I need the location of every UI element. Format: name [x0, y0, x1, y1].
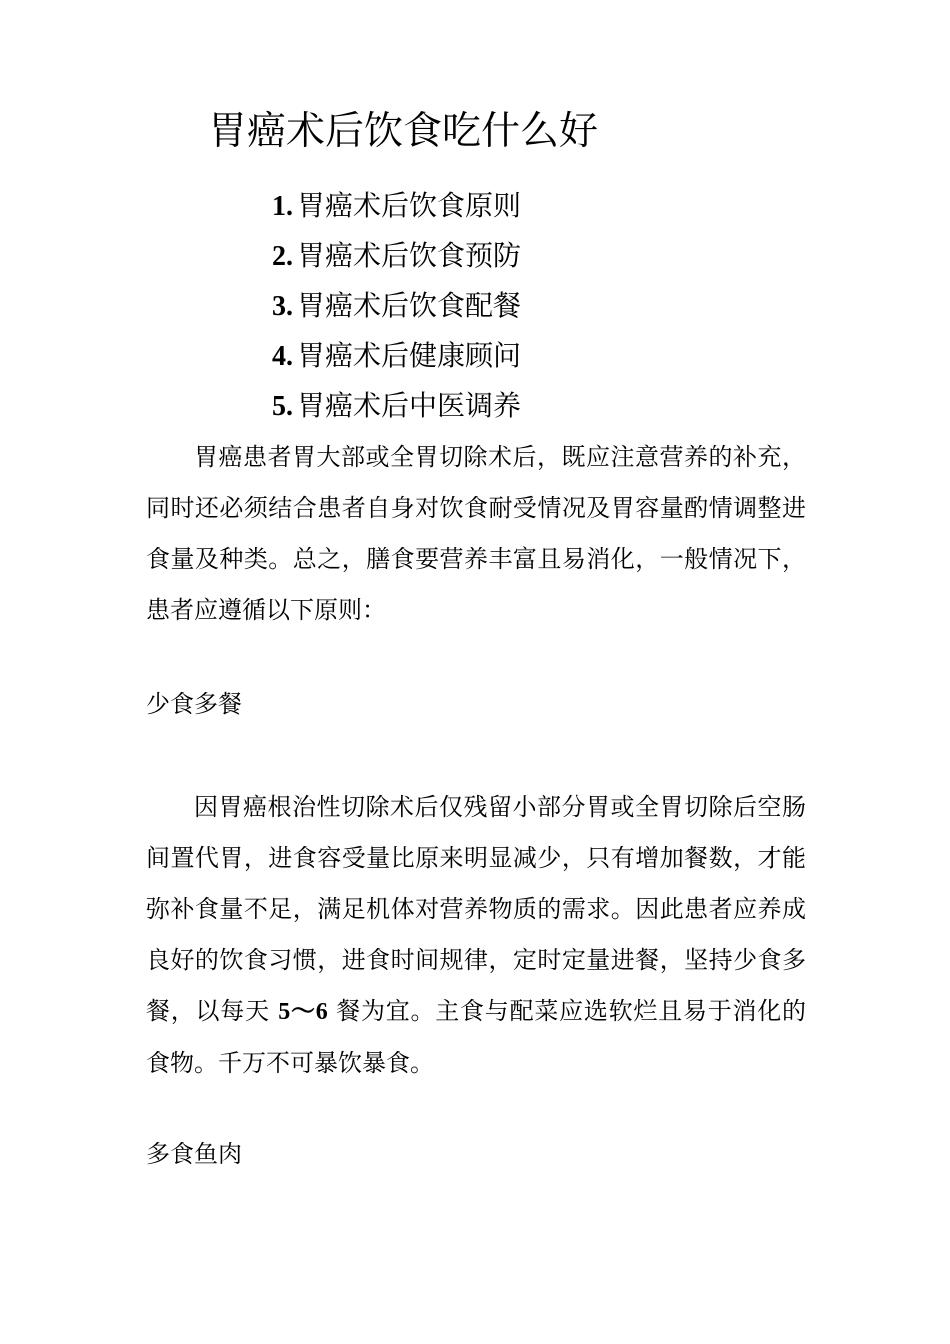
toc-item-number: 3. [272, 291, 293, 322]
paragraph-text: 餐为宜。主食与配菜应选软烂且易于消化的食物。千万不可暴饮暴食。 [146, 997, 807, 1077]
toc-item-text: 胃癌术后中医调养 [297, 389, 522, 422]
section-heading-small-meals: 少食多餐 [146, 690, 242, 718]
toc-item-text: 胃癌术后饮食预防 [297, 239, 522, 272]
toc-item [272, 234, 521, 284]
meals-per-day-value: 5～6 [278, 999, 328, 1025]
section-paragraph-small-meals [146, 782, 806, 1089]
section-heading-fish-meat: 多食鱼肉 [146, 1140, 242, 1168]
toc-item-number: 1. [272, 191, 293, 222]
paragraph-text: 因胃癌根治性切除术后仅残留小部分胃或全胃切除后空肠间置代胃，进食容受量比原来明显减少，只有增加餐数，才能弥补食量不足，满足机体对营养物质的需求。因此患者应养成良好的饮食习惯，进食时间规律，定时定量进餐，坚持少食多餐，以每天 [146, 793, 806, 1025]
toc-item [272, 334, 521, 384]
toc-item [272, 184, 521, 234]
toc-item-number: 4. [272, 341, 293, 372]
toc-item-text: 胃癌术后健康顾问 [297, 339, 522, 372]
toc-item-text: 胃癌术后饮食配餐 [297, 289, 522, 322]
document-title: 胃癌术后饮食吃什么好 [208, 109, 599, 154]
toc-item [272, 384, 521, 434]
table-of-contents [272, 184, 521, 434]
toc-item-number: 2. [272, 241, 293, 272]
toc-item-text: 胃癌术后饮食原则 [297, 189, 522, 222]
toc-item-number: 5. [272, 391, 293, 422]
intro-paragraph: 胃癌患者胃大部或全胃切除术后，既应注意营养的补充，同时还必须结合患者自身对饮食耐受情况及胃容量酌情调整进食量及种类。总之，膳食要营养丰富且易消化，一般情况下，患者应遵循以下原则： [146, 443, 806, 624]
toc-item [272, 284, 521, 334]
